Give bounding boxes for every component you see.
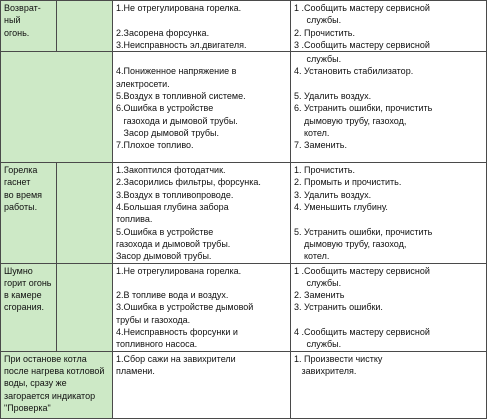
problem-cell: [1, 351, 113, 418]
empty-cell: [57, 1, 113, 52]
problem-line: Возврат-: [4, 3, 41, 13]
cause-line: Засор дымовой трубы.: [116, 127, 219, 138]
fix-line: 7. Заменить.: [294, 140, 347, 151]
fix-cell: [291, 52, 487, 163]
table-row: [1, 163, 487, 263]
cause-cell: [113, 163, 291, 263]
empty-cell: [57, 163, 113, 263]
cause-line: 2.В топливе вода и воздух.: [116, 290, 229, 301]
fix-cell: [291, 351, 487, 418]
table-row: [1, 1, 487, 52]
problem-line: горит огонь: [4, 277, 52, 288]
cause-line: 1.Сбор сажи на завихрители: [116, 353, 236, 364]
fix-line: службы.: [294, 54, 342, 65]
cause-line: 2.Засорились фильтры, форсунка.: [116, 177, 261, 188]
cause-line: 2.Засорена форсунка.: [116, 27, 210, 38]
problem-line: работы.: [4, 202, 38, 213]
cause-line: пламени.: [116, 365, 155, 376]
cause-line: [116, 14, 288, 26]
problem-line: При останове котла: [4, 353, 87, 364]
fix-line: 4. Установить стабилизатор.: [294, 66, 414, 77]
fix-line: котел.: [294, 251, 330, 262]
cause-line: 5.Воздух в топливной системе.: [116, 91, 246, 102]
cause-line: газохода и дымовой трубы.: [116, 238, 231, 249]
fix-line: 2. Промыть и прочистить.: [294, 177, 402, 188]
empty-cell: [57, 263, 113, 351]
cause-line: [116, 53, 288, 65]
problem-cell: [1, 263, 57, 351]
cause-line: 4.Большая глубина забора: [116, 202, 229, 213]
cause-line: топливного насоса.: [116, 339, 198, 350]
fix-line: 2. Прочистить.: [294, 27, 355, 38]
problem-cell: [1, 1, 57, 52]
fix-line: 2. Заменить: [294, 290, 345, 301]
problem-line: в камере: [4, 290, 42, 301]
cause-line: 1.Закоптился фотодатчик.: [116, 165, 226, 176]
cause-line: топлива.: [116, 214, 153, 225]
fix-cell: [291, 163, 487, 263]
problem-line: Горелка: [4, 165, 38, 176]
empty-problem-cell: [1, 52, 113, 163]
cause-line: Засор дымовой трубы.: [116, 251, 212, 262]
problem-line: ный: [4, 15, 21, 26]
fix-line: службы.: [294, 277, 342, 288]
fix-line: котел.: [294, 127, 330, 138]
cause-cell: [113, 351, 291, 418]
fix-line: 1 .Сообщить мастеру сервисной: [294, 3, 430, 13]
fix-line: 5. Удалить воздух.: [294, 91, 372, 102]
fix-line: [294, 78, 484, 90]
cause-line: 4.Пониженное напряжение в: [116, 66, 237, 77]
problem-line: после нагрева котловой: [4, 365, 105, 376]
cause-line: 3.Неисправность эл.двигателя.: [116, 39, 247, 50]
fix-line: [294, 213, 484, 225]
problem-line: сгорания.: [4, 302, 44, 313]
fix-line: 1. Произвести чистку: [294, 353, 383, 364]
cause-cell: [113, 1, 291, 52]
fix-line: [294, 314, 484, 326]
table-row: [1, 52, 487, 163]
problem-line: воды, сразу же: [4, 378, 67, 389]
cause-cell: [113, 263, 291, 351]
fix-line: дымовую трубу, газоход,: [294, 115, 407, 126]
fix-cell: [291, 1, 487, 52]
fix-line: 1 .Сообщить мастеру сервисной: [294, 265, 430, 276]
cause-line: 3.Воздух в топливопроводе.: [116, 189, 234, 200]
fix-line: 3 .Сообщить мастеру сервисной: [294, 39, 430, 50]
cause-line: 7.Плохое топливо.: [116, 140, 194, 151]
table-row: [1, 263, 487, 351]
fix-line: 3. Устранить ошибки.: [294, 302, 383, 313]
fix-line: службы.: [294, 339, 342, 350]
fix-line: дымовую трубу, газоход,: [294, 238, 407, 249]
cause-line: трубы и газохода.: [116, 314, 191, 325]
problem-line: во время: [4, 189, 43, 200]
fix-line: 5. Устранить ошибки, прочистить: [294, 226, 433, 237]
cause-line: электросети.: [116, 78, 170, 89]
fix-line: завихрителя.: [294, 365, 357, 376]
cause-line: 5.Ошибка в устройстве: [116, 226, 214, 237]
problem-line: "Проверка": [4, 402, 51, 413]
problem-cell: [1, 163, 57, 263]
cause-line: 6.Ошибка в устройстве: [116, 103, 214, 114]
table-row: [1, 351, 487, 418]
fix-line: 1. Прочистить.: [294, 165, 355, 176]
problem-line: гаснет: [4, 177, 31, 188]
problem-line: огонь.: [4, 27, 30, 38]
problem-line: Шумно: [4, 265, 33, 276]
fix-cell: [291, 263, 487, 351]
cause-line: 3.Ошибка в устройстве дымовой: [116, 302, 254, 313]
cause-line: 4.Неисправность форсунки и: [116, 327, 238, 338]
fix-line: 4 .Сообщить мастеру сервисной: [294, 327, 430, 338]
cause-line: 1.Не отрегулирована горелка.: [116, 3, 242, 13]
cause-line: 1.Не отрегулирована горелка.: [116, 265, 242, 276]
fix-line: 4. Уменьшить глубину.: [294, 202, 388, 213]
cause-line: [116, 277, 288, 289]
problem-line: загорается индикатор: [4, 390, 96, 401]
cause-cell: [113, 52, 291, 163]
fix-line: службы.: [294, 15, 342, 26]
cause-line: газохода и дымовой трубы.: [116, 115, 238, 126]
fix-line: 3. Удалить воздух.: [294, 189, 372, 200]
fix-line: 6. Устранить ошибки, прочистить: [294, 103, 433, 114]
